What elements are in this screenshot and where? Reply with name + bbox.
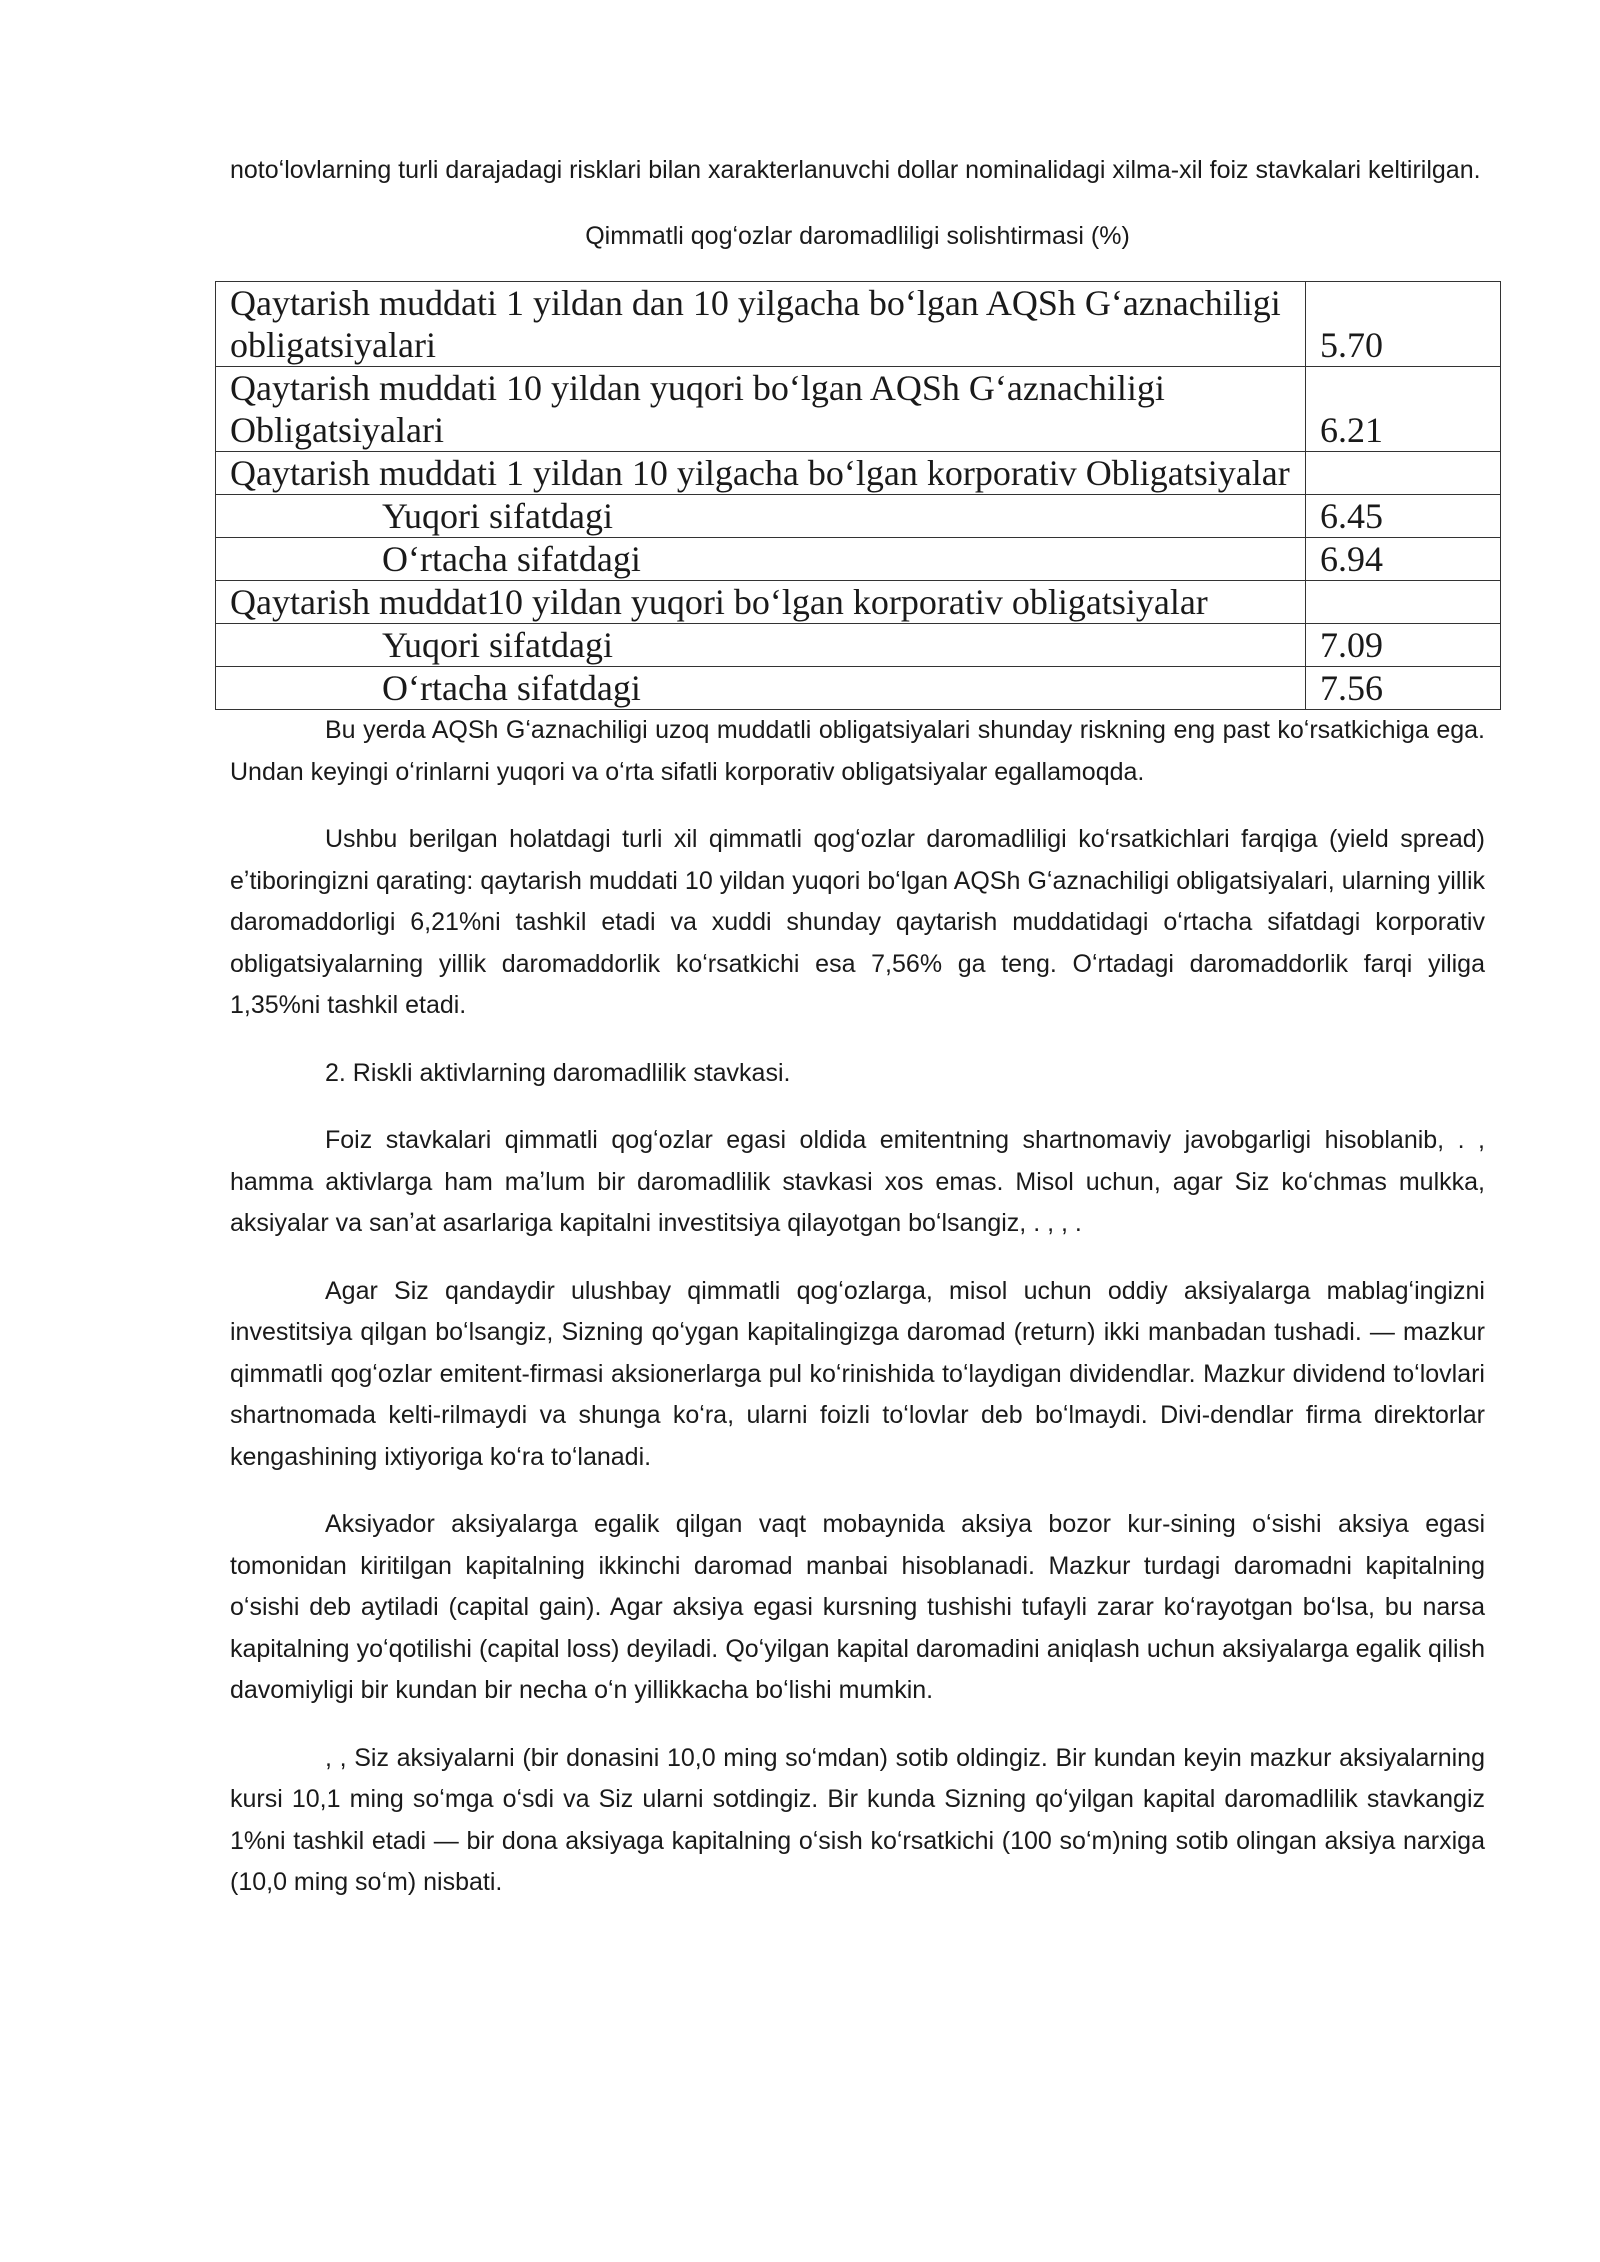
- table-row: [216, 667, 1501, 710]
- body-paragraph: Foiz stavkalari qimmatli qogʻozlar egasi oldida emitentning shartnomaviy javobgarligi hisoblanib, . , hamma aktivlarga ham maʼlum bir daromadlilik stavkasi xos emas. Misol uchun, agar Siz koʻchmas mulkka, aksiyalar va sanʼat asarlariga kapitalni investitsiya qilayotgan boʻlsangiz, . , , .: [230, 1126, 1485, 1237]
- row-value: 7.56: [1306, 667, 1501, 710]
- body-paragraph: Ushbu berilgan holatdagi turli xil qimmatli qogʻozlar daromadliligi koʻrsatkichlari farqiga (yield spread) eʼtiboringizni qarating: qaytarish muddati 10 yildan yuqori boʻlgan AQSh Gʻaznachiligi obligatsiyalari, ularning yillik daromaddorligi 6,21%ni tashkil etadi va xuddi shunday qaytarish muddatidagi oʻrtacha sifatdagi korporativ obligatsiyalarning yillik daromaddorlik koʻrsatkichi esa 7,56% ga teng. Oʻrtadagi daromaddorlik farqi yiliga 1,35%ni tashkil etadi.: [230, 825, 1485, 1019]
- row-label: Oʻrtacha sifatdagi: [216, 538, 1306, 581]
- intro-paragraph: notoʻlovlarning turli darajadagi risklari bilan xarakterlanuvchi dollar nominalidagi xilma-xil foiz stavkalari keltirilgan.: [230, 156, 1481, 184]
- table-row: [216, 538, 1501, 581]
- row-label: Qaytarish muddati 1 yildan 10 yilgacha boʻlgan korporativ Obligatsiyalar: [216, 452, 1306, 495]
- table-row: [216, 452, 1501, 495]
- row-value: [1306, 581, 1501, 624]
- row-value: 6.21: [1306, 367, 1501, 452]
- table-row: [216, 624, 1501, 667]
- yield-comparison-table: [215, 281, 1501, 710]
- row-label: Qaytarish muddat10 yildan yuqori boʻlgan korporativ obligatsiyalar: [216, 581, 1306, 624]
- row-value: [1306, 452, 1501, 495]
- row-value: 7.09: [1306, 624, 1501, 667]
- row-value: 6.45: [1306, 495, 1501, 538]
- section-heading: 2. Riskli aktivlarning daromadlilik stavkasi.: [325, 1058, 791, 1087]
- row-label: Qaytarish muddati 10 yildan yuqori boʻlgan AQSh Gʻaznachiligi Obligatsiyalari: [216, 367, 1306, 452]
- document-page: [230, 150, 1485, 1930]
- row-label: Qaytarish muddati 1 yildan dan 10 yilgacha boʻlgan AQSh Gʻaznachiligi obligatsiyalari: [216, 282, 1306, 367]
- body-paragraph: , , Siz aksiyalarni (bir donasini 10,0 ming soʻmdan) sotib oldingiz. Bir kundan keyin mazkur aksiyalarning kursi 10,1 ming soʻmga oʻsdi va Siz ularni sotdingiz. Bir kunda Sizning qoʻyilgan kapital daromadlilik stavkangiz 1%ni tashkil etadi — bir dona aksiyaga kapitalning oʻsish koʻrsatkichi (100 soʻm)ning sotib olingan aksiya narxiga (10,0 ming soʻm) nisbati.: [230, 1743, 1485, 1896]
- body-paragraph: Aksiyador aksiyalarga egalik qilgan vaqt mobaynida aksiya bozor kur-sining oʻsishi aksiya egasi tomonidan kiritilgan kapitalning ikkinchi daromad manbai hisoblanadi. Mazkur turdagi daromadni kapitalning oʻsishi deb aytiladi (capital gain). Agar aksiya egasi kursning tushishi tufayli zarar koʻrayotgan boʻlsa, bu narsa kapitalning yoʻqotilishi (capital loss) deyiladi. Qoʻyilgan kapital daromadini aniqlash uchun aksiyalarga egalik qilish davomiyligi bir kundan bir necha oʻn yillikkacha boʻlishi mumkin.: [230, 1510, 1485, 1704]
- row-label: Yuqori sifatdagi: [216, 624, 1306, 667]
- table-row: [216, 367, 1501, 452]
- row-value: 5.70: [1306, 282, 1501, 367]
- row-label: Yuqori sifatdagi: [216, 495, 1306, 538]
- table-caption: Qimmatli qogʻozlar daromadliligi solishtirmasi (%): [585, 221, 1130, 250]
- body-paragraph: Bu yerda AQSh Gʻaznachiligi uzoq muddatli obligatsiyalari shunday riskning eng past koʻrsatkichiga ega. Undan keyingi oʻrinlarni yuqori va oʻrta sifatli korporativ obligatsiyalar egallamoqda.: [230, 716, 1485, 786]
- table-row: [216, 581, 1501, 624]
- row-value: 6.94: [1306, 538, 1501, 581]
- body-paragraph: Agar Siz qandaydir ulushbay qimmatli qogʻozlarga, misol uchun oddiy aksiyalarga mablagʻingizni investitsiya qilgan boʻlsangiz, Sizning qoʻygan kapitalingizga daromad (return) ikki manbadan tushadi. — mazkur qimmatli qogʻozlar emitent-firmasi aksionerlarga pul koʻrinishida toʻlaydigan dividendlar. Mazkur dividend toʻlovlari shartnomada kelti-rilmaydi va shunga koʻra, ularni foizli toʻlovlar deb boʻlmaydi. Divi-dendlar firma direktorlar kengashining ixtiyoriga koʻra toʻlanadi.: [230, 1276, 1485, 1471]
- table-row: [216, 495, 1501, 538]
- table-row: [216, 282, 1501, 367]
- row-label: Oʻrtacha sifatdagi: [216, 667, 1306, 710]
